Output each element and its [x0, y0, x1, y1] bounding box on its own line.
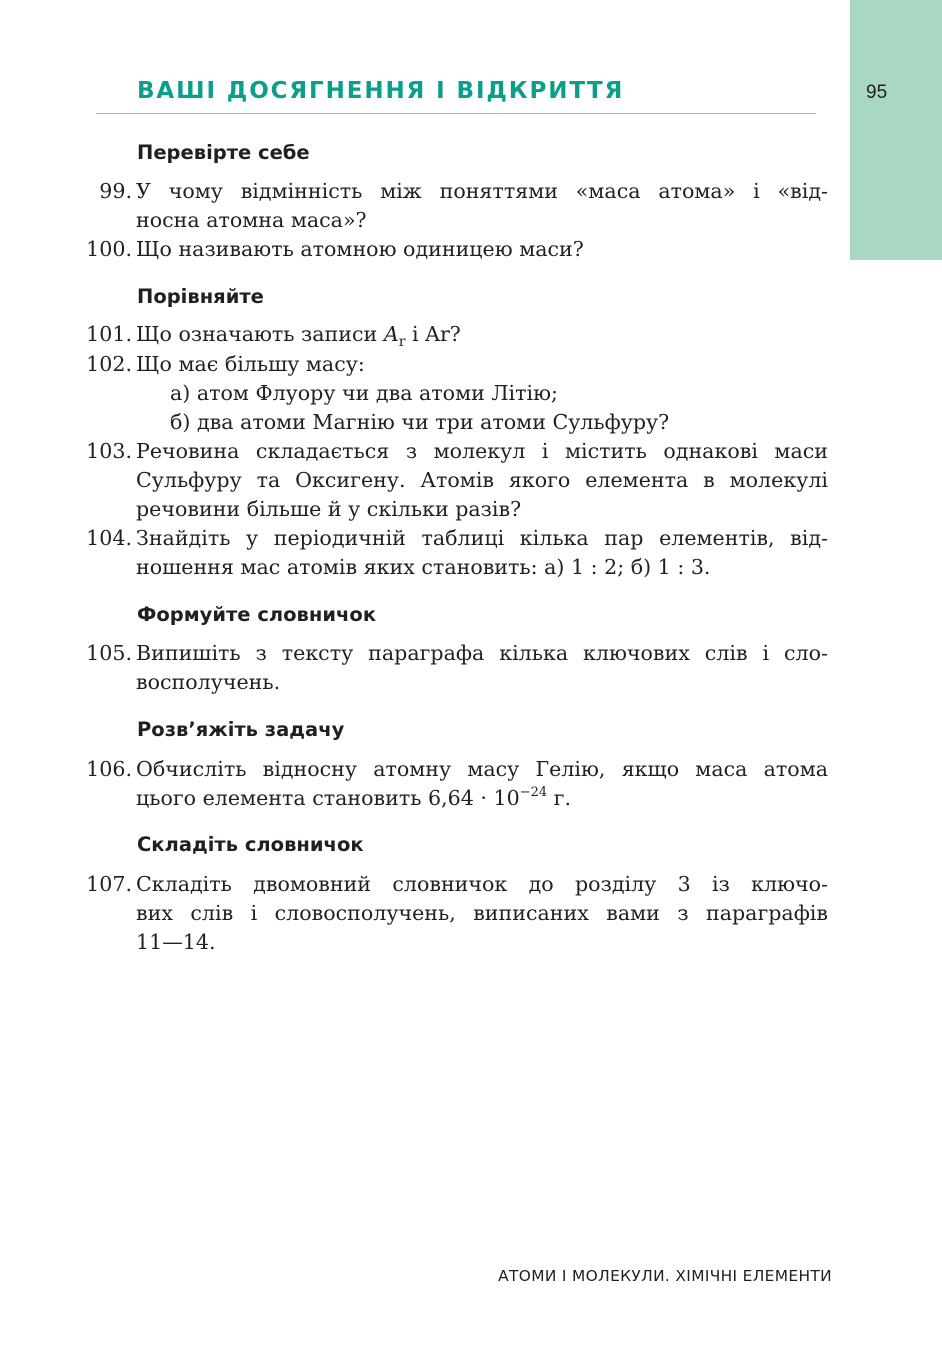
question-number: 107. — [86, 872, 132, 896]
exponent: −24 — [519, 785, 548, 801]
text-line: Знайдіть у періодичній таблиці кілька пар елементів, від- — [136, 526, 828, 550]
sub-item-b: б) два атоми Магнію чи три атоми Сульфуру? — [170, 410, 670, 434]
text-line: вих слів і словосполучень, виписаних вами з параграфів — [136, 901, 828, 926]
page-title: ВАШІ ДОСЯГНЕННЯ І ВІДКРИТТЯ — [137, 78, 625, 104]
question-text — [136, 350, 828, 379]
text-line: Випишіть з тексту параграфа кілька ключових слів і сло- — [136, 641, 828, 665]
title-divider — [96, 113, 816, 114]
text-line — [136, 320, 828, 349]
text-fragment: г. — [547, 786, 572, 811]
text-fragment: цього елемента становить 6,64 · 10 — [136, 786, 520, 811]
text-line: носна атомна маса»? — [136, 208, 367, 233]
symbol-a: A — [383, 322, 399, 346]
section-heading-glossary: Формуйте словничок — [137, 603, 377, 626]
text-line: Що називають атомною одиницею маси? — [136, 237, 584, 261]
text-line: Сульфуру та Оксигену. Атомів якого елемента в молекулі — [136, 468, 828, 493]
question-number: 103. — [86, 439, 132, 463]
question-text — [136, 437, 828, 525]
sub-item-a: а) атом Флуору чи два атоми Літію; — [170, 381, 558, 405]
section-heading-compose: Складіть словничок — [137, 833, 364, 856]
section-heading-problem: Розв’яжіть задачу — [137, 718, 345, 741]
question-number: 104. — [86, 526, 132, 550]
question-text — [136, 524, 828, 582]
chapter-tab — [850, 0, 942, 260]
text-line: У чому відмінність між поняттями «маса атома» і «від- — [136, 179, 828, 203]
page-number: 95 — [866, 82, 888, 103]
question-number: 101. — [86, 322, 132, 346]
text-line: 11—14. — [136, 930, 216, 955]
text-line: Речовина складається з молекул і містить однакові маси — [136, 439, 828, 463]
text-fragment: і Ar? — [405, 322, 461, 346]
question-number: 99. — [99, 179, 132, 203]
question-text — [136, 870, 828, 958]
question-text — [136, 235, 828, 264]
symbol-subscript: r — [398, 334, 406, 350]
question-text — [136, 755, 828, 813]
text-line: Складіть двомовний словничок до розділу 3 із ключо- — [136, 872, 828, 896]
question-text — [136, 177, 828, 235]
question-number: 105. — [86, 641, 132, 665]
question-number: 100. — [86, 237, 132, 261]
running-footer: АТОМИ І МОЛЕКУЛИ. ХІМІЧНІ ЕЛЕМЕНТИ — [498, 1267, 832, 1285]
text-fragment: Що означають записи — [136, 322, 384, 346]
section-heading-check: Перевірте себе — [137, 141, 310, 164]
question-number: 102. — [86, 352, 132, 376]
question-number: 106. — [86, 757, 132, 781]
question-text — [136, 639, 828, 697]
question-text — [136, 320, 828, 349]
text-line: ношення мас атомів яких становить: а) 1 : 2; б) 1 : 3. — [136, 555, 711, 580]
text-line: восполучень. — [136, 670, 281, 695]
text-line: речовини більше й у скільки разів? — [136, 497, 522, 522]
text-line: Що має більшу масу: — [136, 352, 365, 376]
text-line: Обчисліть відносну атомну масу Гелію, якщо маса атома — [136, 757, 828, 781]
text-line — [136, 784, 828, 813]
section-heading-compare: Порівняйте — [137, 285, 264, 308]
